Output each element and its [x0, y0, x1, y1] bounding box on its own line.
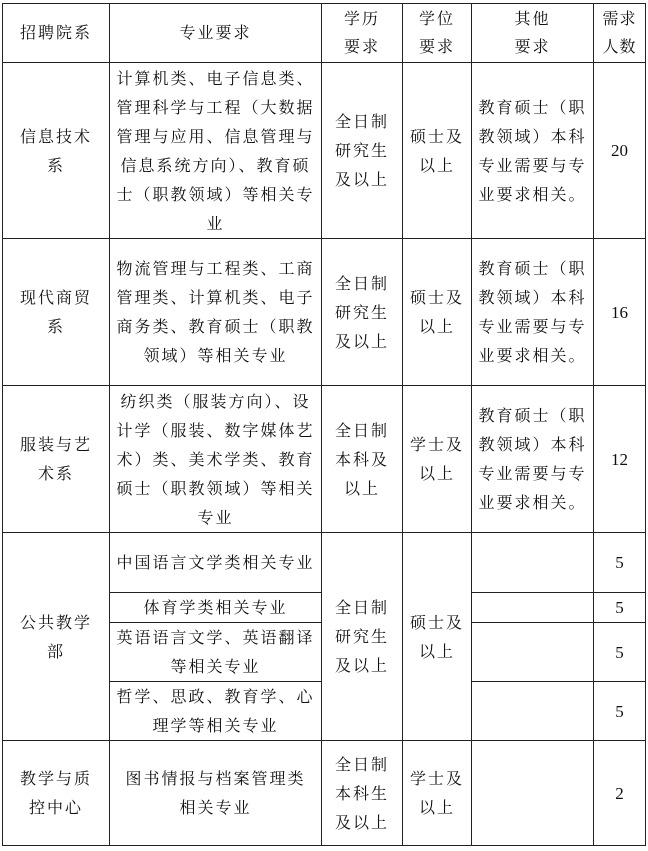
other-cell	[472, 682, 594, 741]
other-cell	[472, 623, 594, 682]
table-row	[3, 63, 646, 239]
header-major: 专业要求	[110, 4, 322, 63]
degree-cell: 学士及以上	[403, 741, 472, 846]
count-cell: 5	[594, 623, 646, 682]
table-row	[3, 741, 646, 846]
other-cell: 教育硕士（职教领域）本科专业需要与专业要求相关。	[472, 239, 594, 386]
degree-cell: 学士及以上	[403, 386, 472, 533]
header-edu: 学历 要求	[322, 4, 403, 63]
table-row	[3, 239, 646, 386]
dept-cell: 公共教学部	[3, 533, 110, 741]
edu-cell: 全日制研究生及以上	[322, 63, 403, 239]
major-cell: 图书情报与档案管理类相关专业	[110, 741, 322, 846]
edu-cell: 全日制本科及以上	[322, 386, 403, 533]
dept-cell: 教学与质控中心	[3, 741, 110, 846]
table-row	[3, 533, 646, 593]
other-cell: 教育硕士（职教领域）本科专业需要与专业要求相关。	[472, 386, 594, 533]
degree-cell: 硕士及以上	[403, 533, 472, 741]
major-cell: 体育学类相关专业	[110, 593, 322, 623]
major-cell: 物流管理与工程类、工商管理类、计算机类、电子商务类、教育硕士（职教领域）等相关专业	[110, 239, 322, 386]
degree-cell: 硕士及以上	[403, 63, 472, 239]
recruitment-table	[2, 3, 646, 846]
dept-cell: 服装与艺术系	[3, 386, 110, 533]
count-cell: 20	[594, 63, 646, 239]
major-cell: 中国语言文学类相关专业	[110, 533, 322, 593]
edu-cell: 全日制研究生及以上	[322, 533, 403, 741]
header-row	[3, 4, 646, 63]
header-dept: 招聘院系	[3, 4, 110, 63]
major-cell: 哲学、思政、教育学、心理学等相关专业	[110, 682, 322, 741]
major-cell: 计算机类、电子信息类、管理科学与工程（大数据管理与应用、信息管理与信息系统方向）、教育硕士（职教领域）等相关专业	[110, 63, 322, 239]
degree-cell: 硕士及以上	[403, 239, 472, 386]
dept-cell: 信息技术系	[3, 63, 110, 239]
count-cell: 5	[594, 533, 646, 593]
count-cell: 2	[594, 741, 646, 846]
major-cell: 英语语言文学、英语翻译等相关专业	[110, 623, 322, 682]
edu-cell: 全日制研究生及以上	[322, 239, 403, 386]
major-cell: 纺织类（服装方向）、设计学（服装、数字媒体艺术）类、美术学类、教育硕士（职教领域）等相关专业	[110, 386, 322, 533]
dept-cell: 现代商贸系	[3, 239, 110, 386]
table-row	[3, 386, 646, 533]
other-cell	[472, 741, 594, 846]
count-cell: 16	[594, 239, 646, 386]
count-cell: 5	[594, 682, 646, 741]
header-other: 其他 要求	[472, 4, 594, 63]
other-cell: 教育硕士（职教领域）本科专业需要与专业要求相关。	[472, 63, 594, 239]
count-cell: 12	[594, 386, 646, 533]
header-degree: 学位 要求	[403, 4, 472, 63]
other-cell	[472, 593, 594, 623]
edu-cell: 全日制本科生及以上	[322, 741, 403, 846]
other-cell	[472, 533, 594, 593]
header-count: 需求 人数	[594, 4, 646, 63]
count-cell: 5	[594, 593, 646, 623]
